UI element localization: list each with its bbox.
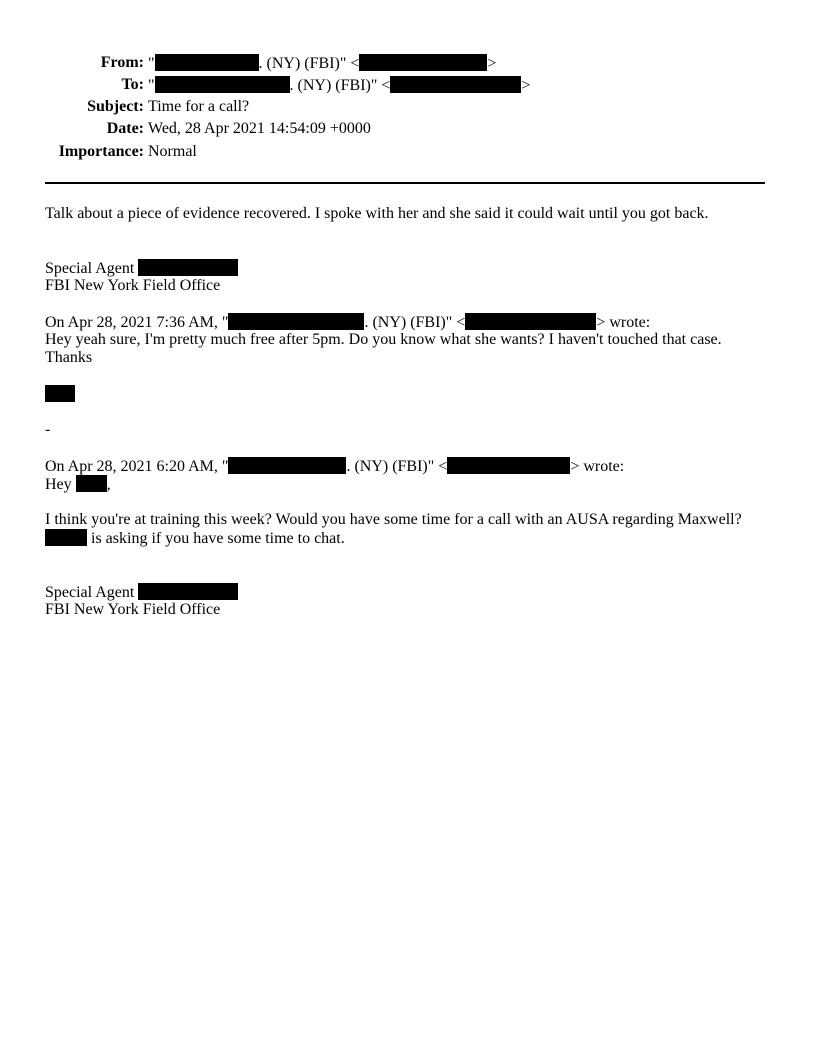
from-label: From: <box>100 54 144 71</box>
date-label: Date: <box>106 120 144 137</box>
redaction-box <box>45 385 75 402</box>
redaction-box <box>228 457 346 474</box>
quoted-signature <box>45 385 775 403</box>
redaction-box <box>76 475 107 492</box>
body-text: Talk about a piece of evidence recovered. I spoke with her and she said it could wait until you got back. <box>45 205 709 222</box>
quote-text: Thanks <box>45 349 93 366</box>
date-value: Wed, 28 Apr 2021 14:54:09 +0000 <box>148 120 371 137</box>
subject-value: Time for a call? <box>148 98 250 115</box>
quoted-reply-2: On Apr 28, 2021 6:20 AM, " . (NY) (FBI)" < > wrote: Hey , I think you're at training this week? Would you have some time for a call with an AUSA regarding Maxwell? is asking if you have some time to chat. <box>45 457 775 547</box>
redaction-box <box>359 54 487 71</box>
redaction-box <box>45 529 87 546</box>
importance-label: Importance: <box>58 143 144 160</box>
message-body <box>45 205 775 223</box>
header-divider <box>45 182 765 184</box>
subject-label: Subject: <box>87 98 144 115</box>
redaction-box <box>465 313 596 330</box>
quoted-reply-1 <box>45 313 775 367</box>
redaction-box <box>138 583 238 600</box>
signature-title: Special Agent <box>45 260 139 277</box>
to-value: " . (NY) (FBI)" < > <box>148 77 531 94</box>
redaction-box <box>155 54 259 71</box>
signature-office: FBI New York Field Office <box>45 277 221 294</box>
redaction-box <box>447 457 570 474</box>
redaction-box <box>390 76 521 93</box>
dash-line: - <box>45 421 51 438</box>
from-value: " . (NY) (FBI)" < > <box>148 55 497 72</box>
quote-text: is asking if you have some time to chat. <box>87 530 345 547</box>
signature-office: FBI New York Field Office <box>45 601 221 618</box>
quote-text: Hey yeah sure, I'm pretty much free after 5pm. Do you know what she wants? I haven't touched that case. <box>45 331 722 348</box>
signature-1 <box>45 259 775 295</box>
quote-attribution: On Apr 28, 2021 6:20 AM, " . (NY) (FBI)" < > wrote: <box>45 458 625 475</box>
signature-2 <box>45 583 775 619</box>
redaction-box <box>138 259 238 276</box>
greeting: Hey <box>45 476 76 493</box>
quote-attribution: On Apr 28, 2021 7:36 AM, " . (NY) (FBI)" < > wrote: <box>45 314 651 331</box>
redaction-box <box>228 313 364 330</box>
redaction-box <box>155 76 290 93</box>
importance-value: Normal <box>148 143 197 160</box>
to-label: To: <box>121 76 144 93</box>
signature-title: Special Agent <box>45 584 139 601</box>
quote-text: I think you're at training this week? Would you have some time for a call with an AUSA regarding Maxwell? <box>45 511 742 528</box>
